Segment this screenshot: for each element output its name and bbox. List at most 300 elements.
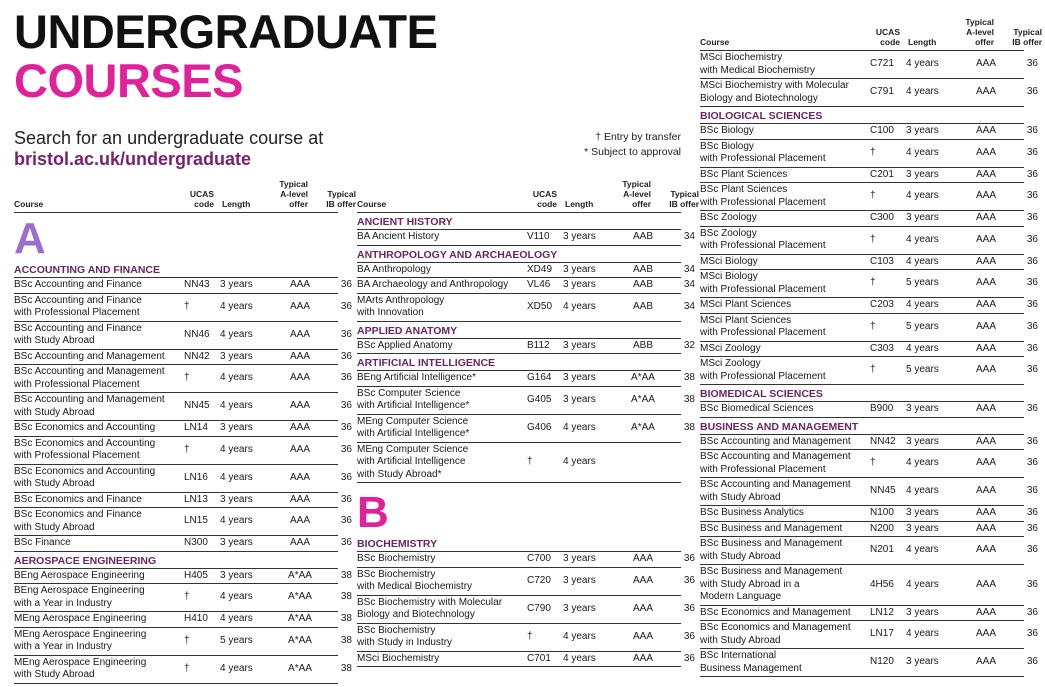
course-name-line: BSc Business and Management xyxy=(700,566,843,577)
course-row[interactable] xyxy=(700,227,1038,255)
section-heading: ANTHROPOLOGY AND ARCHAEOLOGY xyxy=(357,246,681,263)
ucas-code: B112 xyxy=(527,339,550,351)
course-name xyxy=(357,416,527,441)
alevel-offer: A*AA xyxy=(288,662,312,674)
ucas-code: † xyxy=(184,591,190,603)
alevel-offer: AAA xyxy=(975,212,996,223)
course-length: 4 years xyxy=(906,299,939,310)
alevel-offer: AAA xyxy=(975,125,996,136)
course-length: 4 years xyxy=(563,652,596,664)
course-length: 4 years xyxy=(220,613,253,624)
course-row[interactable] xyxy=(700,435,1038,451)
alevel-offer: AAA xyxy=(975,457,996,469)
course-row[interactable] xyxy=(700,537,1038,565)
ucas-code: † xyxy=(870,364,876,376)
alevel-offer: AAA xyxy=(289,493,310,505)
search-link[interactable]: bristol.ac.uk/undergraduate xyxy=(14,149,252,169)
course-length: 3 years xyxy=(906,403,939,414)
ucas-code: V110 xyxy=(527,231,550,242)
course-name-line: BSc Economics and Management xyxy=(700,622,851,633)
ib-offer: 36 xyxy=(1026,58,1038,70)
ucas-code: † xyxy=(870,190,876,202)
course-name xyxy=(357,388,527,413)
course-row[interactable] xyxy=(700,298,1038,314)
course-name-line: BSc Business and Management xyxy=(700,538,843,549)
course-length: 5 years xyxy=(906,364,939,376)
course-name xyxy=(700,650,870,675)
course-row[interactable] xyxy=(14,421,352,437)
course-name-line: BSc Accounting and Management xyxy=(700,435,851,447)
course-name-line: BSc Accounting and Management xyxy=(700,479,851,490)
alevel-offer: AAA xyxy=(289,537,310,548)
course-name xyxy=(14,394,184,419)
ucas-code: C103 xyxy=(870,255,894,267)
course-name xyxy=(357,372,527,385)
course-row[interactable] xyxy=(14,612,352,628)
header-course: Course xyxy=(14,199,44,209)
course-name-line: with Artificial Intelligence xyxy=(357,456,466,467)
course-name xyxy=(700,523,870,536)
course-name xyxy=(14,466,184,491)
ucas-code: † xyxy=(870,320,876,332)
course-length: 4 years xyxy=(220,328,253,340)
course-name-line: BSc Biochemistry xyxy=(357,624,436,636)
course-row[interactable] xyxy=(357,278,695,294)
course-name-line: BSc Economics and Accounting xyxy=(14,422,156,433)
course-name xyxy=(14,537,184,550)
alevel-offer: AAA xyxy=(975,403,996,414)
course-row[interactable] xyxy=(357,263,695,279)
course-row[interactable] xyxy=(357,596,695,624)
course-row[interactable] xyxy=(700,565,1038,606)
ib-offer: 36 xyxy=(1026,457,1038,469)
alevel-offer: AAA xyxy=(289,400,310,412)
ib-offer: 38 xyxy=(683,372,695,383)
ucas-code: XD50 xyxy=(527,300,553,312)
course-length: 3 years xyxy=(563,574,596,586)
course-length: 3 years xyxy=(563,372,596,383)
course-length: 3 years xyxy=(563,263,596,275)
course-name-line: BSc Biochemistry xyxy=(357,553,436,564)
course-length: 4 years xyxy=(220,662,253,674)
header-ucas-code: code xyxy=(537,199,557,209)
ib-offer: 36 xyxy=(340,300,352,312)
course-name-line: BSc Accounting and Finance xyxy=(14,279,142,290)
course-name xyxy=(357,444,527,482)
course-length: 4 years xyxy=(220,372,253,384)
course-name-line: MEng Aerospace Engineering xyxy=(14,628,147,640)
ib-offer: 36 xyxy=(1026,628,1038,640)
course-name-line: with Study Abroad xyxy=(14,335,95,346)
course-row[interactable] xyxy=(700,211,1038,227)
ib-offer: 38 xyxy=(683,421,695,433)
course-name-line: MSci Biochemistry xyxy=(357,652,440,664)
search-prompt: Search for an undergraduate course at xyxy=(14,128,324,148)
ucas-code: G164 xyxy=(527,372,552,383)
course-length: 3 years xyxy=(906,522,939,534)
course-name xyxy=(700,271,870,296)
course-name-line: BSc Biomedical Sciences xyxy=(700,403,814,414)
ib-offer: 36 xyxy=(340,471,352,483)
course-row[interactable] xyxy=(357,443,681,484)
course-row[interactable] xyxy=(357,552,695,568)
course-name-line: with Medical Biochemistry xyxy=(357,581,473,592)
course-name xyxy=(700,607,870,620)
ucas-code: C791 xyxy=(870,86,894,98)
course-row[interactable] xyxy=(700,621,1038,649)
ib-offer: 38 xyxy=(340,634,352,646)
course-name-line: with Study Abroad xyxy=(700,491,781,503)
course-row[interactable] xyxy=(700,79,1038,107)
course-length: 3 years xyxy=(220,422,253,433)
course-row[interactable] xyxy=(700,506,1038,522)
course-name xyxy=(357,231,527,244)
course-name-line: MSci Biology xyxy=(700,255,758,267)
table-header xyxy=(700,12,1042,51)
alevel-offer: AAA xyxy=(632,652,653,664)
course-name-line: BSc Accounting and Finance xyxy=(14,294,142,306)
course-length: 4 years xyxy=(220,515,253,527)
ucas-code: NN42 xyxy=(184,350,210,362)
header-length: Length xyxy=(222,199,251,209)
course-row[interactable] xyxy=(14,584,352,612)
course-length: 4 years xyxy=(220,400,253,412)
ib-offer: 36 xyxy=(1026,522,1038,534)
alevel-offer: AAA xyxy=(289,372,310,384)
course-name-line: MEng Aerospace Engineering xyxy=(14,656,147,668)
course-name-line: with Professional Placement xyxy=(700,327,826,338)
ib-offer: 38 xyxy=(340,662,352,674)
course-length: 4 years xyxy=(906,342,939,354)
course-length: 3 years xyxy=(906,435,939,447)
header-course: Course xyxy=(700,37,730,47)
course-row[interactable] xyxy=(357,371,695,387)
course-name-line: BSc Zoology xyxy=(700,212,757,223)
course-name-line: BSc Economics and Accounting xyxy=(14,465,156,477)
ucas-code: † xyxy=(870,457,876,469)
alevel-offer: AAA xyxy=(975,320,996,332)
course-name-line: BSc Accounting and Management xyxy=(14,394,165,405)
note-transfer: † Entry by transfer xyxy=(595,131,681,143)
course-name-line: with Study Abroad xyxy=(700,550,781,562)
course-row[interactable] xyxy=(357,387,695,415)
course-row[interactable] xyxy=(14,569,352,585)
ib-offer: 36 xyxy=(340,493,352,505)
alevel-offer: AAA xyxy=(975,168,996,180)
course-name xyxy=(14,570,184,583)
ib-offer: 36 xyxy=(1026,342,1038,354)
course-name-line: with Innovation xyxy=(357,307,424,318)
course-length: 4 years xyxy=(906,544,939,556)
course-name-line: BEng Aerospace Engineering xyxy=(14,585,145,596)
course-row[interactable] xyxy=(14,393,352,421)
course-row[interactable] xyxy=(14,493,352,509)
course-row[interactable] xyxy=(357,339,695,355)
course-row[interactable] xyxy=(14,365,352,393)
ib-offer: 36 xyxy=(1026,277,1038,289)
ucas-code: C100 xyxy=(870,125,894,136)
course-name xyxy=(700,538,870,563)
section-heading: BIOLOGICAL SCIENCES xyxy=(700,107,1024,124)
ib-offer: 34 xyxy=(683,231,695,242)
course-name-line: BSc Accounting and Management xyxy=(14,366,165,377)
course-length: 3 years xyxy=(220,493,253,505)
course-row[interactable] xyxy=(700,649,1038,677)
course-length: 4 years xyxy=(906,628,939,640)
course-name-line: with a Year in Industry xyxy=(14,641,112,652)
course-length: 3 years xyxy=(906,212,939,223)
course-name-line: Biology and Biotechnology xyxy=(357,609,475,620)
alevel-offer: AAA xyxy=(975,299,996,310)
course-row[interactable] xyxy=(700,402,1038,418)
ib-offer: 38 xyxy=(340,569,352,581)
course-row[interactable] xyxy=(14,437,352,465)
ucas-code: † xyxy=(527,630,533,642)
course-length: 3 years xyxy=(563,279,596,290)
course-row[interactable] xyxy=(14,508,352,536)
ib-offer: 36 xyxy=(340,372,352,384)
course-row[interactable] xyxy=(357,415,695,443)
alevel-offer: A*AA xyxy=(631,393,655,405)
course-name-line: BSc Economics and Accounting xyxy=(14,437,156,449)
course-name xyxy=(357,553,527,566)
course-row[interactable] xyxy=(14,278,352,294)
section-heading: ACCOUNTING AND FINANCE xyxy=(14,261,338,278)
course-row[interactable] xyxy=(357,294,695,322)
course-name-line: BEng Aerospace Engineering xyxy=(14,569,145,581)
course-length: 5 years xyxy=(220,634,253,646)
ucas-code: NN45 xyxy=(184,400,210,412)
alevel-offer: AAA xyxy=(289,300,310,312)
course-name xyxy=(357,340,527,353)
course-row[interactable] xyxy=(357,230,695,246)
course-row[interactable] xyxy=(357,624,695,652)
alevel-offer: AAA xyxy=(632,602,653,614)
course-name-line: with Study Abroad* xyxy=(357,468,442,480)
ucas-code: NN45 xyxy=(870,485,896,497)
course-name xyxy=(700,479,870,504)
alevel-offer: AAA xyxy=(289,515,310,527)
ucas-code: C700 xyxy=(527,553,551,564)
course-row[interactable] xyxy=(700,357,1038,385)
course-length: 4 years xyxy=(563,421,596,433)
ib-offer: 32 xyxy=(683,339,695,351)
course-name-line: with Professional Placement xyxy=(14,378,140,390)
alevel-offer: AAA xyxy=(975,507,996,518)
course-name-line: with Study Abroad xyxy=(14,521,95,533)
alevel-offer: ABB xyxy=(632,339,653,351)
course-row[interactable] xyxy=(700,478,1038,506)
alevel-offer: AAA xyxy=(975,86,996,98)
course-length: 4 years xyxy=(563,630,596,642)
course-row[interactable] xyxy=(14,536,352,552)
alevel-offer: AAB xyxy=(632,300,653,312)
ucas-code: XD49 xyxy=(527,263,553,275)
ucas-code: C720 xyxy=(527,574,551,586)
course-length: 3 years xyxy=(906,507,939,518)
ucas-code: G406 xyxy=(527,421,552,433)
ucas-code: † xyxy=(184,300,190,312)
course-name-line: BSc Economics and Finance xyxy=(14,509,142,520)
alevel-offer: AAA xyxy=(975,342,996,354)
ib-offer: 36 xyxy=(1026,320,1038,332)
alevel-offer: AAA xyxy=(289,443,310,455)
course-row[interactable] xyxy=(700,140,1038,168)
alevel-offer: AAA xyxy=(975,544,996,556)
ucas-code: N200 xyxy=(870,522,894,534)
course-name xyxy=(700,315,870,340)
course-length: 3 years xyxy=(563,339,596,351)
alevel-offer: A*AA xyxy=(631,372,655,383)
course-name-line: BSc Business and Management xyxy=(700,522,843,534)
alevel-offer: AAA xyxy=(975,485,996,497)
course-name xyxy=(14,613,184,626)
course-name xyxy=(14,585,184,610)
ib-offer: 38 xyxy=(340,591,352,603)
ib-offer: 34 xyxy=(683,279,695,290)
course-length: 4 years xyxy=(906,457,939,469)
course-name-line: with Artificial Intelligence* xyxy=(357,428,470,439)
alevel-offer: AAA xyxy=(975,435,996,447)
ib-offer: 36 xyxy=(1026,255,1038,267)
course-name xyxy=(700,403,870,416)
course-name xyxy=(14,279,184,292)
ucas-code: 4H56 xyxy=(870,578,894,590)
course-length: 4 years xyxy=(906,146,939,158)
alevel-offer: AAA xyxy=(632,574,653,586)
ucas-code: C701 xyxy=(527,652,551,664)
ib-offer: 36 xyxy=(683,602,695,614)
header-offer-typical: Typical xyxy=(965,17,994,27)
letter-heading-b: B xyxy=(357,488,389,537)
course-name-line: BA Anthropology xyxy=(357,263,431,275)
note-approval: * Subject to approval xyxy=(584,146,681,158)
course-length: 4 years xyxy=(220,443,253,455)
course-row[interactable] xyxy=(14,656,352,684)
course-row[interactable] xyxy=(700,183,1038,211)
course-length: 3 years xyxy=(563,393,596,405)
ucas-code: † xyxy=(184,634,190,646)
course-row[interactable] xyxy=(14,350,352,366)
course-name xyxy=(700,358,870,383)
course-length: 5 years xyxy=(906,277,939,289)
ucas-code: C300 xyxy=(870,212,894,223)
course-name-line: MSci Zoology xyxy=(700,342,761,354)
course-name-line: MSci Biology xyxy=(700,271,758,282)
course-name xyxy=(14,509,184,534)
course-row[interactable] xyxy=(700,124,1038,140)
course-row[interactable] xyxy=(14,465,352,493)
course-name xyxy=(14,438,184,463)
ib-offer: 36 xyxy=(1026,507,1038,518)
page-subtitle: COURSES xyxy=(14,54,243,107)
ucas-code: LN16 xyxy=(184,471,208,483)
alevel-offer: AAB xyxy=(632,263,653,275)
course-row[interactable] xyxy=(14,294,352,322)
course-name xyxy=(357,597,527,622)
course-length: 3 years xyxy=(563,231,596,242)
alevel-offer: AAA xyxy=(289,328,310,340)
course-row[interactable] xyxy=(357,568,695,596)
course-name-line: MSci Plant Sciences xyxy=(700,299,792,310)
ib-offer: 36 xyxy=(1026,606,1038,618)
course-name-line: BSc Biochemistry with Molecular xyxy=(357,596,503,608)
course-row[interactable] xyxy=(357,652,695,668)
course-length: 3 years xyxy=(563,602,596,614)
course-row[interactable] xyxy=(14,628,352,656)
header-ucas: UCAS xyxy=(189,189,214,199)
section-heading: BUSINESS AND MANAGEMENT xyxy=(700,418,1024,435)
course-name-line: with Professional Placement xyxy=(700,240,826,251)
alevel-offer: AAA xyxy=(975,364,996,376)
course-length: 4 years xyxy=(906,190,939,202)
course-name-line: Biology and Biotechnology xyxy=(700,92,818,104)
course-length: 4 years xyxy=(220,471,253,483)
course-name-line: BEng Artificial Intelligence* xyxy=(357,372,476,383)
course-row[interactable] xyxy=(700,51,1038,79)
section-heading: ARTIFICIAL INTELLIGENCE xyxy=(357,354,681,371)
ib-offer: 36 xyxy=(1026,364,1038,376)
course-length: 4 years xyxy=(906,578,939,590)
ib-offer: 36 xyxy=(1026,578,1038,590)
ib-offer: 36 xyxy=(683,574,695,586)
course-name-line: BSc Zoology xyxy=(700,227,757,239)
course-row[interactable] xyxy=(700,606,1038,622)
course-name-line: with Artificial Intelligence* xyxy=(357,400,470,411)
ucas-code: † xyxy=(870,146,876,158)
course-name-line: MEng Aerospace Engineering xyxy=(14,613,147,624)
alevel-offer: AAA xyxy=(289,471,310,483)
course-length: 4 years xyxy=(220,300,253,312)
course-name xyxy=(700,80,870,105)
course-row[interactable] xyxy=(14,322,352,350)
letter-heading-a: A xyxy=(14,214,46,263)
course-row[interactable] xyxy=(700,314,1038,342)
course-row[interactable] xyxy=(700,270,1038,298)
course-length: 4 years xyxy=(563,456,596,467)
ucas-code: H410 xyxy=(184,613,208,624)
course-row[interactable] xyxy=(700,168,1038,184)
alevel-offer: AAA xyxy=(975,190,996,202)
course-row[interactable] xyxy=(700,450,1038,478)
header-ib-offer: IB offer xyxy=(1012,37,1042,47)
course-name xyxy=(357,279,527,292)
header-offer-alevel: A-level xyxy=(623,189,651,199)
alevel-offer: AAA xyxy=(975,578,996,590)
ib-offer: 36 xyxy=(683,630,695,642)
course-name xyxy=(14,422,184,435)
course-name xyxy=(700,507,870,520)
course-row[interactable] xyxy=(700,522,1038,538)
course-name xyxy=(357,264,527,277)
ucas-code: NN43 xyxy=(184,279,210,290)
header-ucas-code: code xyxy=(194,199,214,209)
course-row[interactable] xyxy=(700,255,1038,271)
course-name-line: BSc Biochemistry xyxy=(357,568,436,580)
ib-offer: 36 xyxy=(1026,168,1038,180)
course-name-line: BA Ancient History xyxy=(357,231,440,242)
course-name xyxy=(700,436,870,449)
course-length: 4 years xyxy=(220,591,253,603)
course-name-line: MEng Computer Science xyxy=(357,443,469,455)
ucas-code: NN46 xyxy=(184,328,210,340)
ib-offer: 36 xyxy=(1026,485,1038,497)
ucas-code: H405 xyxy=(184,569,208,581)
header-offer-alevel: A-level xyxy=(966,27,994,37)
course-name xyxy=(14,657,184,682)
course-name xyxy=(14,366,184,391)
course-row[interactable] xyxy=(700,342,1038,358)
